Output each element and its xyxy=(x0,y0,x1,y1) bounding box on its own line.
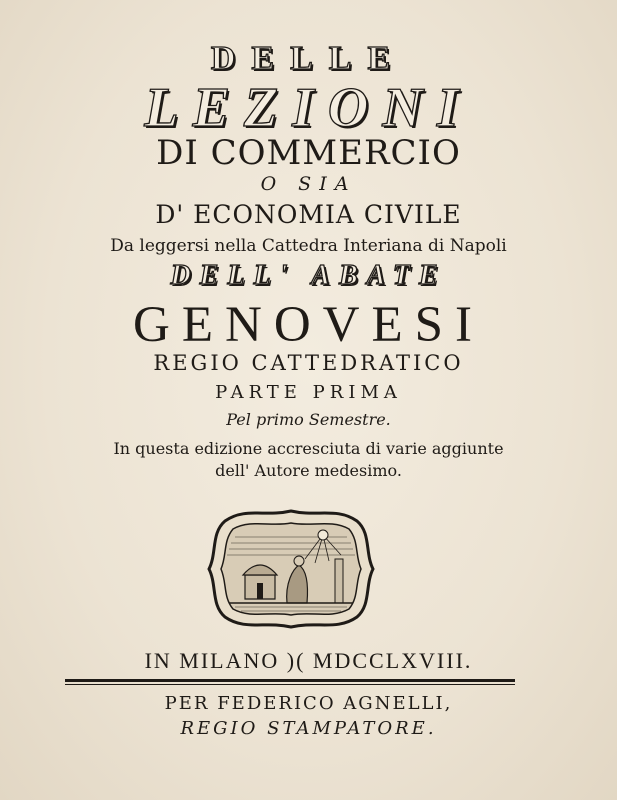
ornamental-vignette-icon xyxy=(205,503,377,635)
semester-label: Pel primo Semestre. xyxy=(226,410,391,429)
imprint-place-date: IN MILANO )( MDCCLXVIII. xyxy=(144,648,473,673)
author-title: REGIO CATTEDRATICO xyxy=(153,351,464,375)
printer-title: REGIO STAMPATORE. xyxy=(180,718,437,739)
title-delle: DELLE xyxy=(210,40,407,77)
title-economia-civile: D' ECONOMIA CIVILE xyxy=(155,200,462,229)
imprint-rule-thick xyxy=(65,679,515,682)
subtitle-cattedra: Da leggersi nella Cattedra Interiana di Napoli xyxy=(110,236,507,256)
edition-note-1: In questa edizione accresciuta di varie aggiunte xyxy=(113,439,504,458)
edition-note-2: dell' Autore medesimo. xyxy=(215,461,402,480)
printer-name: PER FEDERICO AGNELLI, xyxy=(164,693,453,714)
title-lezioni: LEZIONI xyxy=(144,77,473,139)
author-name: GENOVESI xyxy=(133,297,484,353)
title-di-commercio: DI COMMERCIO xyxy=(156,133,461,173)
author-prefix: DELL' ABATE xyxy=(170,260,447,291)
imprint-rule-thin xyxy=(65,684,515,685)
part-label: PARTE PRIMA xyxy=(215,382,402,403)
title-o-sia: O SIA xyxy=(260,173,357,195)
